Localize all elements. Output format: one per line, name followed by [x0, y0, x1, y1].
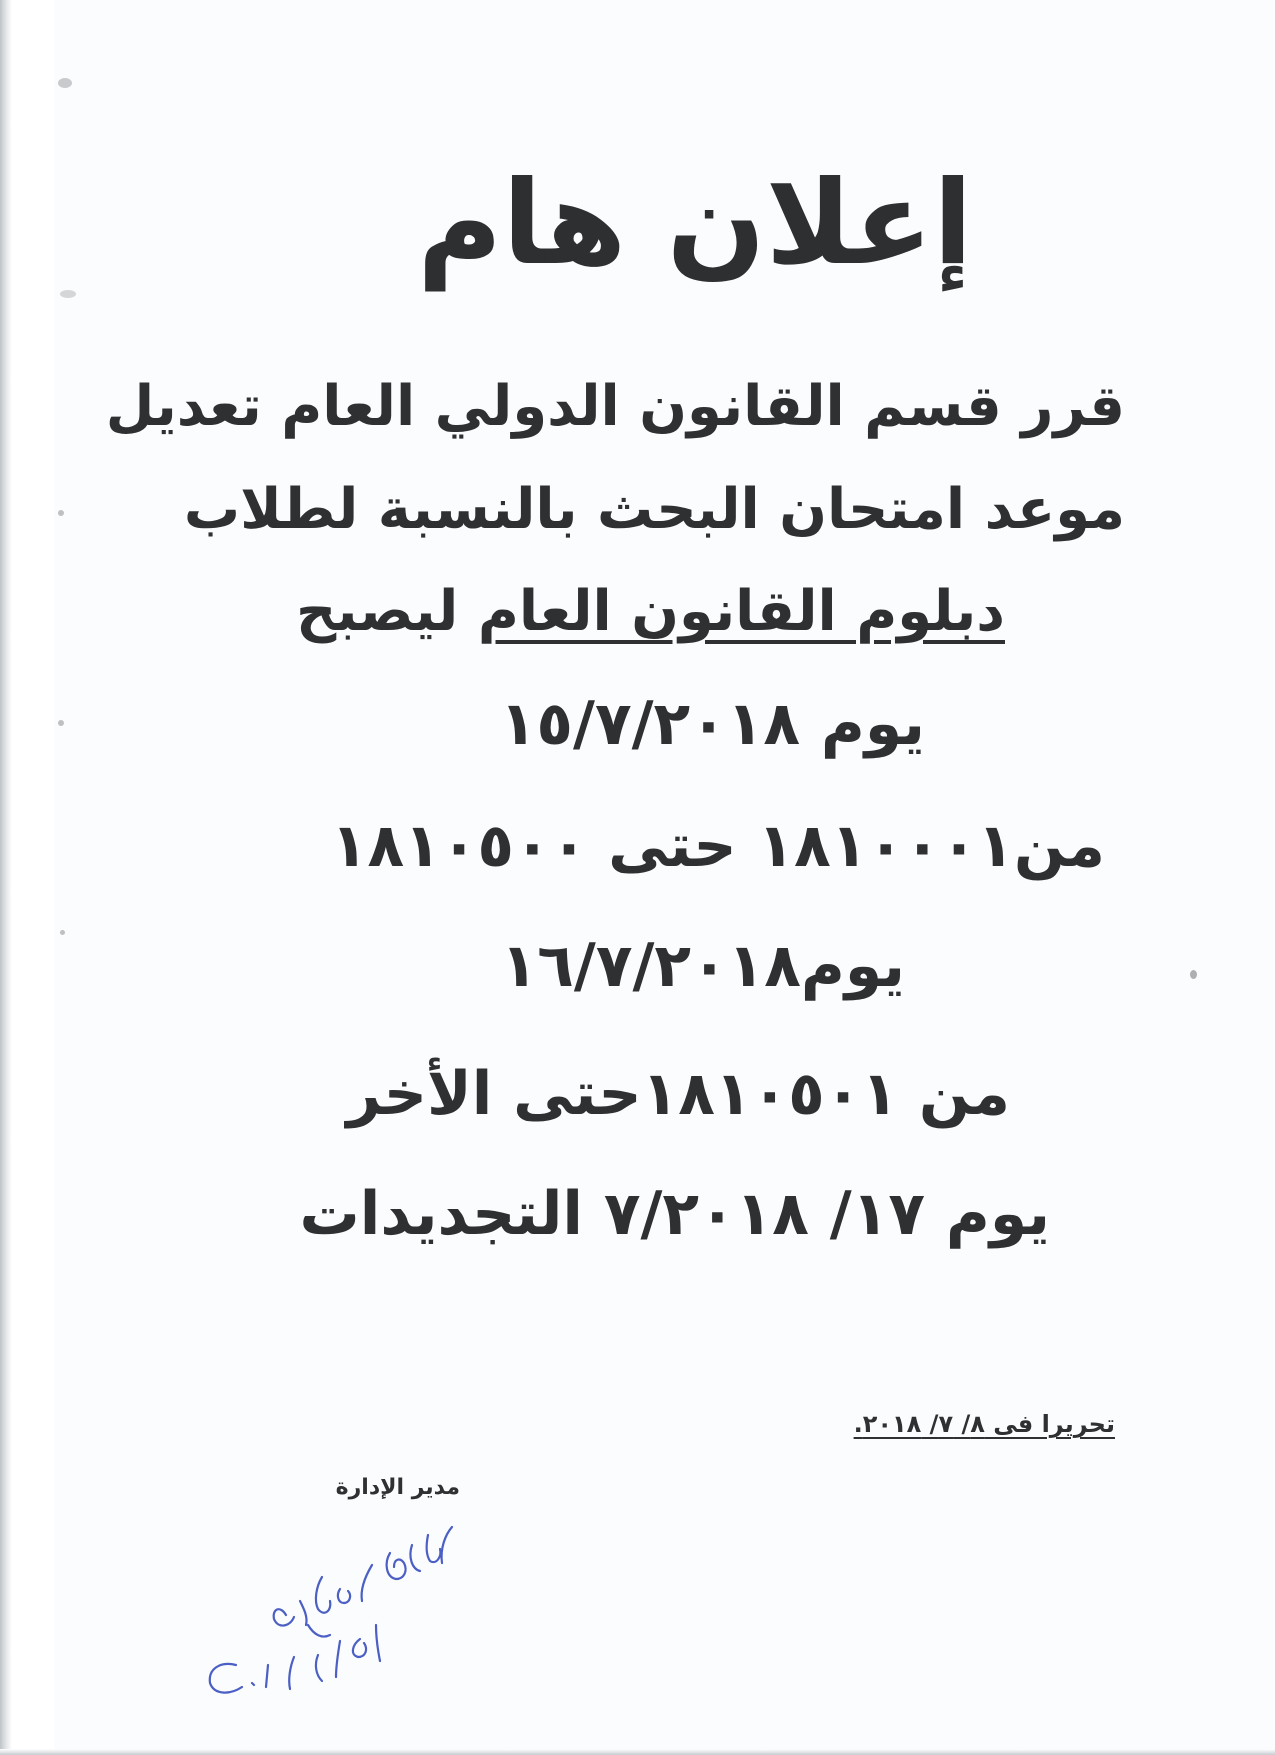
diploma-name: دبلوم القانون العام [477, 579, 1005, 644]
scan-speck [60, 930, 65, 935]
scan-speck [58, 78, 72, 88]
id-range-2: من ١٨١٠٥٠١حتى الأخر [346, 1059, 1010, 1129]
written-date: تحريرا فى ٨/ ٧/ ٢٠١٨. [853, 1410, 1115, 1438]
scan-bottom-edge [0, 1749, 1275, 1755]
announcement-title: إعلان هام [417, 156, 973, 291]
announcement-line-3 [296, 580, 1005, 644]
diploma-line-suffix: ليصبح [296, 579, 478, 644]
exam-date-2: يوم١٦/٧/٢٠١٨ [500, 931, 905, 1001]
scan-speck [60, 290, 76, 298]
exam-date-renewals: يوم ١٧/ ٧/٢٠١٨ التجديدات [299, 1179, 1050, 1249]
manager-title: مدير الإدارة [335, 1475, 460, 1500]
announcement-line-1: قرر قسم القانون الدولي العام تعديل [105, 374, 1125, 439]
scan-speck [58, 720, 64, 726]
announcement-line-2: موعد امتحان البحث بالنسبة لطلاب [183, 477, 1125, 542]
id-range-1: من١٨١٠٠٠١ حتى ١٨١٠٥٠٠ [330, 811, 1105, 881]
scan-speck [1190, 970, 1197, 979]
scan-left-edge [0, 0, 54, 1755]
exam-date-1: يوم ١٥/٧/٢٠١٨ [499, 689, 925, 759]
handwritten-signature [190, 1505, 490, 1705]
scan-speck [58, 510, 64, 516]
